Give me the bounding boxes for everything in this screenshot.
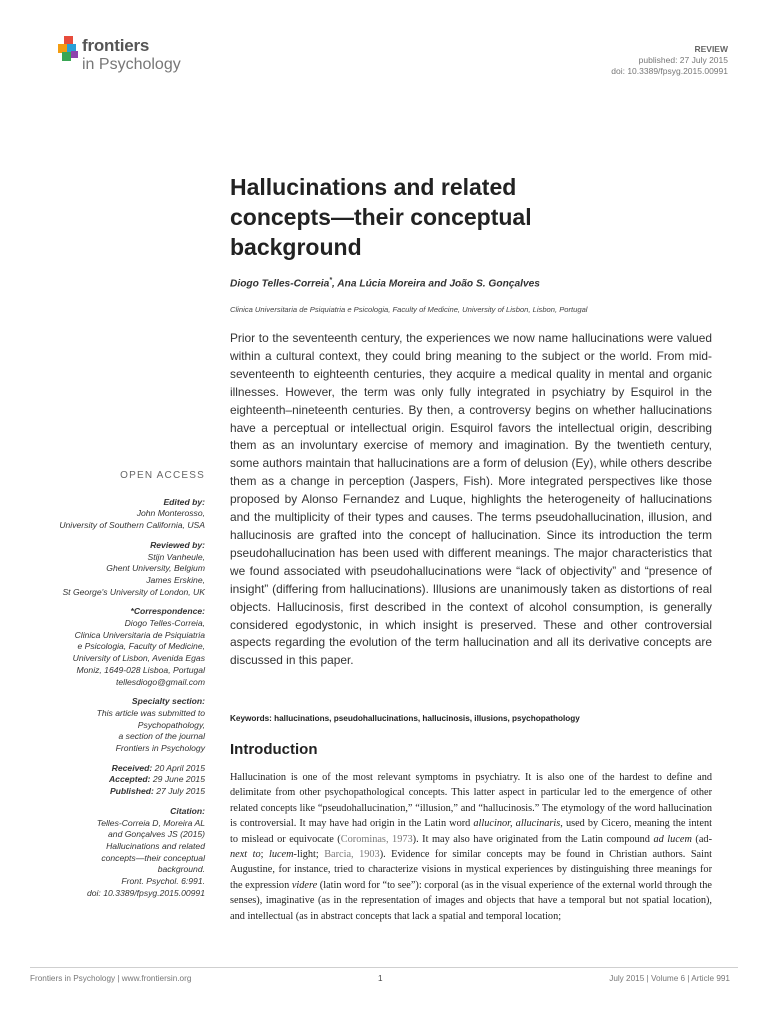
journal-logo[interactable] (58, 34, 218, 82)
reviewer-affiliation: Ghent University, Belgium (106, 563, 205, 574)
received-date: 20 April 2015 (154, 762, 205, 773)
specialty-line: Psychopathology, (137, 719, 205, 730)
edited-by-section (25, 497, 205, 532)
open-access-label: OPEN ACCESS (120, 470, 205, 481)
correspondence-line: e Psicologia, Faculty of Medicine, (77, 641, 205, 652)
author-name[interactable]: Diogo Telles-Correia (230, 278, 330, 290)
citation-link[interactable]: Barcia, 1903 (324, 849, 380, 861)
published-date-sidebar: 27 July 2015 (156, 786, 205, 797)
footer-divider (30, 967, 738, 968)
published-date-row (25, 786, 205, 798)
citation-label: Citation: (170, 805, 205, 816)
introduction-paragraph (230, 770, 712, 924)
corresponding-mark: * (329, 277, 332, 284)
article-header-meta (611, 44, 728, 77)
keywords: Keywords: hallucinations, pseudohallucinations, hallucinosis, illusions, psychopathology (230, 714, 580, 723)
received-label: Received: (111, 762, 153, 773)
logo-square-green (62, 52, 71, 61)
latin-term: lucem (268, 849, 294, 861)
abstract: Prior to the seventeenth century, the experiences we now name hallucinations were valued within a cultural context, they could bring meaning to the subject or the world. From mid-seventeenth to eighteenth centuries, they acquire a medical quality in mental and organic illnesses. However, the term was only fully integrated in psychiatry by Esquirol in the eighteenth–nineteenth centuries. By then, a controversy begins on whether hallucinations have a perceptual or intellectual origin. Esquirol favors the intellectual origin, describing them as an involuntary exercise of memory and imagination. By the twentieth century, some authors maintain that hallucinations are a form of delusion (Ey), while others describe them as a change in perception (Jaspers, Fish). More integrated perspectives like those proposed by Alonso Fernandez and Luque, highlights the heterogeneity of hallucinations and the multiplicity of their types and causes. The terms pseudohallucination, illusion, and hallucinosis are grafted into the concept of hallucination. Since its introduction the term pseudohallucination has been used with different meanings. The major characteristics that we found associated with pseudohallucinations were “lack of objectivity” and “presence of insight” (differing from hallucinations). Illusions are unanimously taken as distortions of real objects. Hallucinosis, first described in the context of alcohol consumption, is generally considered egodystonic, in which insight is preserved. These and other controversial aspects regarding the evolution of the term hallucination and all its derivative concepts are discussed in this paper. (230, 331, 712, 668)
dates-section (25, 763, 205, 798)
citation-line: Telles-Correia D, Moreira AL (96, 817, 205, 828)
specialty-line: Frontiers in Psychology (115, 743, 205, 754)
text-run: ). It may also have originated from the Latin compound (412, 833, 654, 845)
editor-name: John Monterosso, (136, 508, 205, 519)
title-line: background (230, 234, 362, 260)
correspondence-line: Clinica Universitaria de Psiquiatria (74, 629, 205, 640)
latin-term: ad lucem (653, 833, 692, 845)
title-line: concepts—their conceptual (230, 204, 532, 230)
citation-doi[interactable]: doi: 10.3389/fpsyg.2015.00991 (86, 887, 205, 898)
citation-section (25, 806, 205, 900)
specialty-section (25, 696, 205, 755)
affiliation: Clinica Universitaria de Psiquiatria e Psicologia, Faculty of Medicine, University of Lisbon, Lisbon, Portugal (230, 305, 588, 314)
latin-term: next to (230, 849, 261, 861)
citation-line: Front. Psychol. 6:991. (121, 876, 205, 887)
correspondence-line: University of Lisbon, Avenida Egas (72, 653, 205, 664)
reviewed-by-section (25, 540, 205, 599)
specialty-label: Specialty section: (131, 696, 205, 707)
article-title (230, 172, 650, 262)
edited-by-label: Edited by: (163, 496, 205, 507)
text-run: (ad- (691, 833, 713, 845)
accepted-label: Accepted: (108, 774, 151, 785)
doi-link[interactable]: doi: 10.3389/fpsyg.2015.00991 (611, 66, 728, 76)
received-date-row (25, 763, 205, 775)
text-run: -light; (293, 849, 325, 861)
accepted-date-row (25, 774, 205, 786)
latin-term: videre (291, 879, 318, 891)
author-list (230, 277, 540, 289)
specialty-line: a section of the journal (118, 731, 205, 742)
citation-line: and Gonçalves JS (2015) (108, 829, 205, 840)
correspondence-line: Diogo Telles-Correia, (124, 618, 205, 629)
latin-term: allucinor, allucinaris (473, 818, 561, 830)
page-number: 1 (378, 974, 383, 983)
reviewer-affiliation: St George's University of London, UK (62, 586, 205, 597)
citation-line: background. (157, 864, 205, 875)
footer-journal-link[interactable]: Frontiers in Psychology | www.frontiersin.org (30, 974, 192, 983)
citation-line: concepts—their conceptual (101, 852, 205, 863)
title-line: Hallucinations and related (230, 174, 517, 200)
reviewer-name: Stijn Vanheule, (147, 551, 205, 562)
reviewer-name: James Erskine, (146, 574, 205, 585)
logo-text-frontiers: frontiers (82, 36, 150, 55)
citation-link[interactable]: Corominas, 1973 (340, 833, 413, 845)
reviewed-by-label: Reviewed by: (150, 539, 205, 550)
text-run: Hallucination is one of the most relevant symptoms in psychiatry. It is also one of the hardest to define and delimitate from other psychopathological concepts. This latter aspect in particular led to the emergence of other related concepts like “pseudohallucination,” “illusion,” and “hallucinosis.” The etymology of the word hallucination is controversial. It may have had origin in the Latin word (230, 772, 712, 830)
section-heading-introduction: Introduction (230, 741, 318, 758)
published-label: Published: (109, 786, 154, 797)
article-type: REVIEW (694, 44, 728, 54)
correspondence-label: *Correspondence: (130, 606, 205, 617)
published-date: published: 27 July 2015 (638, 55, 728, 65)
correspondence-email[interactable]: tellesdiogo@gmail.com (116, 676, 205, 687)
text-run: ). Evidence for similar concepts may be found in Christian authors. Saint Augustine, for instance, tried to characterize visions in mystical experiences by distinguishing three meanings for the expression (230, 849, 712, 891)
frontiers-logo-icon (58, 36, 80, 60)
editor-affiliation: University of Southern California, USA (59, 520, 205, 531)
text-run: ; (260, 849, 269, 861)
article-info-sidebar (25, 470, 205, 908)
citation-line: Hallucinations and related (106, 840, 205, 851)
text-run: , used by Cicero, meaning the intent to mislead or equivocate ( (230, 818, 712, 845)
accepted-date: 29 June 2015 (152, 774, 205, 785)
logo-square-purple (71, 51, 78, 58)
specialty-line: This article was submitted to (96, 707, 205, 718)
text-run: (latin word for “to see”): corporal (as in the visual experience of the external world through the senses), imaginative (as in the representation of images and objects that have a temporal but not spatial location), and intellectual (as in abstract concepts that lack a spatial and temporal location; (230, 879, 712, 922)
author-names-rest[interactable]: , Ana Lúcia Moreira and João S. Gonçalves (332, 278, 540, 290)
logo-text-journal: in Psychology (82, 56, 181, 73)
correspondence-line: Moniz, 1649-028 Lisboa, Portugal (76, 664, 205, 675)
correspondence-section (25, 606, 205, 688)
footer-issue-info: July 2015 | Volume 6 | Article 991 (609, 974, 730, 983)
